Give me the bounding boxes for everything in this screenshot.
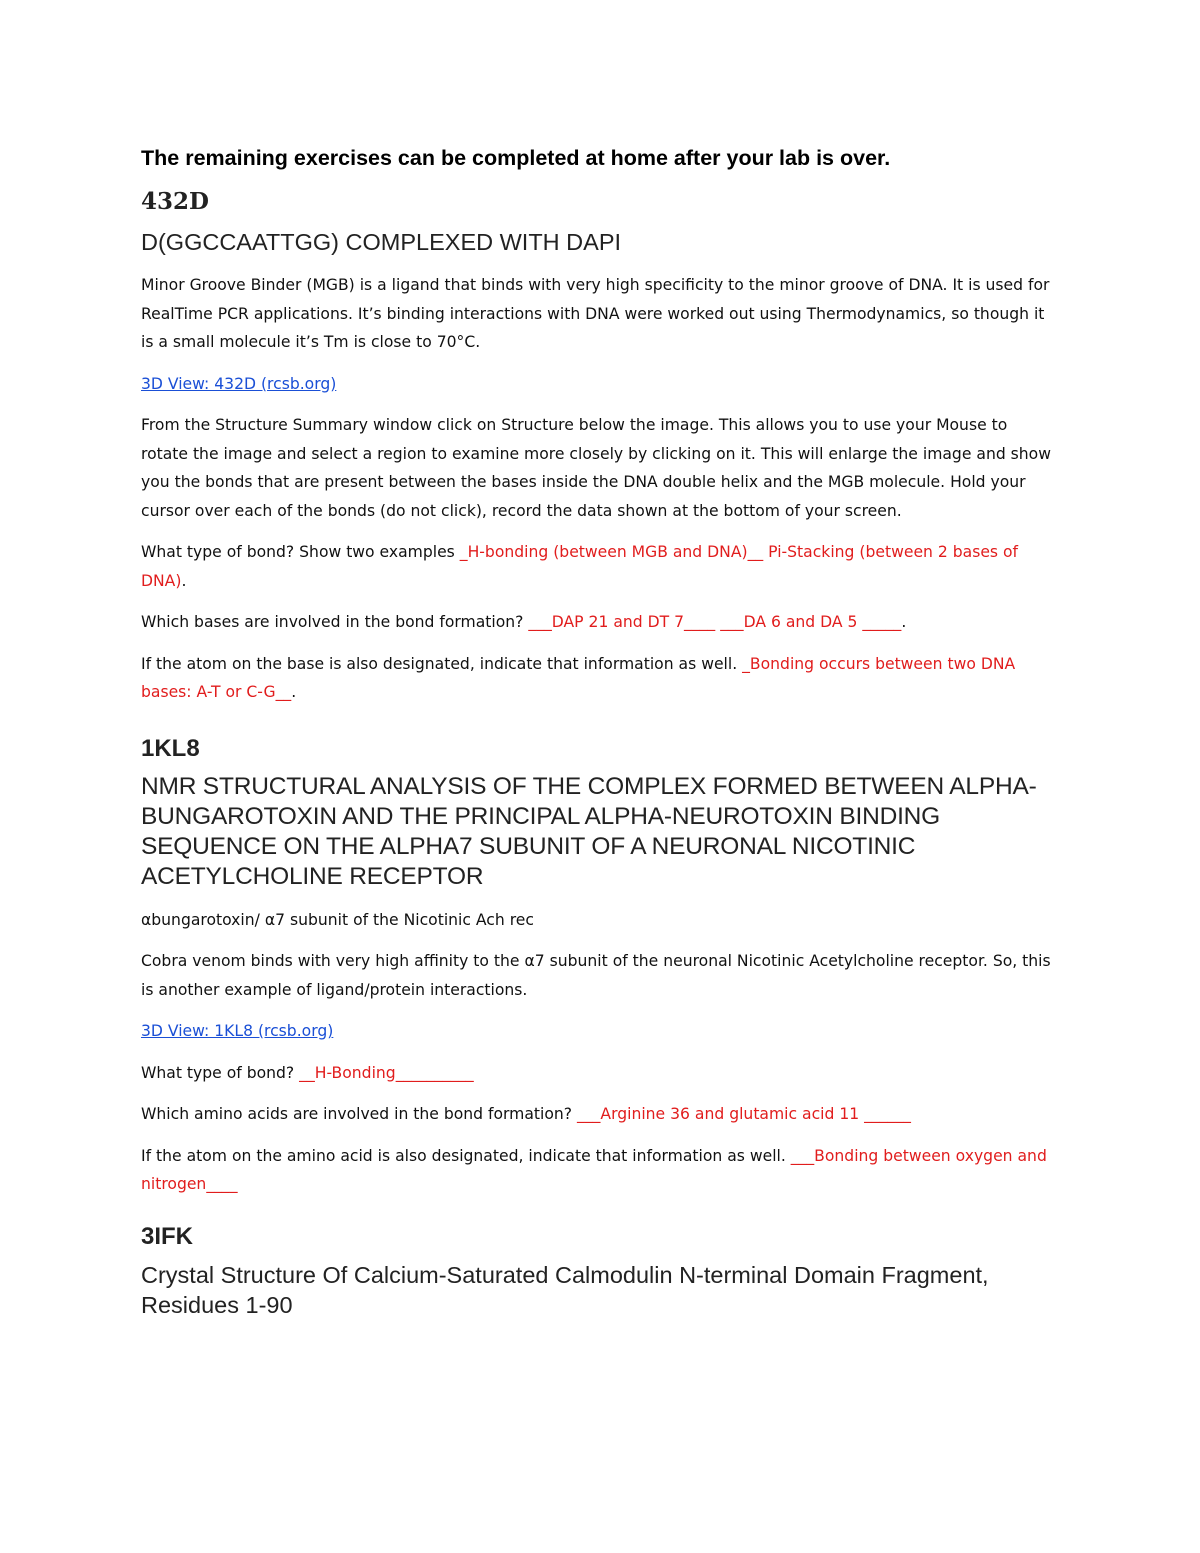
question-text: If the atom on the amino acid is also designated, indicate that information as well. — [141, 1146, 791, 1165]
answer-text: ___Arginine 36 and glutamic acid 11 ______ — [577, 1105, 911, 1123]
pdb-title: D(GGCCAATTGG) COMPLEXED WITH DAPI — [141, 229, 622, 255]
answer-text: __H-Bonding__________ — [299, 1063, 474, 1082]
intro-heading: The remaining exercises can be completed at home after your lab is over. — [141, 146, 891, 170]
question-bases — [141, 608, 1056, 637]
3d-view-link[interactable]: 3D View: 432D (rcsb.org) — [141, 374, 337, 393]
pdb-title: Crystal Structure Of Calcium-Saturated Calmodulin N-terminal Domain Fragment, Residues 1-90 — [141, 1261, 989, 1318]
description-paragraph: Cobra venom binds with very high affinity to the α7 subunit of the neuronal Nicotinic Acetylcholine receptor. So, this is another example of ligand/protein interactions. — [141, 952, 1051, 999]
question-text: If the atom on the base is also designated, indicate that information as well. — [141, 654, 743, 673]
question-tail: . — [291, 683, 297, 701]
question-text: Which bases are involved in the bond formation? — [141, 613, 529, 631]
section-1kl8 — [141, 734, 1056, 1199]
subtitle-paragraph: αbungarotoxin/ α7 subunit of the Nicotinic Ach rec — [141, 910, 534, 929]
3d-view-link[interactable]: 3D View: 1KL8 (rcsb.org) — [141, 1022, 334, 1040]
question-atom — [141, 1142, 1056, 1199]
section-3ifk — [141, 1222, 1056, 1320]
question-text: Which amino acids are involved in the bond formation? — [141, 1105, 578, 1123]
instructions-paragraph: From the Structure Summary window click on Structure below the image. This allows you to use your Mouse to rotate the image and select a region to examine more closely by clicking on it. This will enlarge the image and show you the bonds that are present between the bases inside the DNA double helix and the MGB molecule. Hold your cursor over each of the bonds (do not click), record the data shown at the bottom of your screen. — [141, 416, 1051, 520]
pdb-id: 3IFK — [141, 1222, 194, 1250]
question-bond-type — [141, 1059, 1056, 1088]
question-text: What type of bond? Show two examples — [141, 543, 460, 561]
spacer — [141, 1212, 1056, 1222]
link-paragraph — [141, 370, 1056, 399]
link-paragraph — [141, 1017, 1056, 1046]
document-body — [141, 143, 1056, 1334]
question-text: What type of bond? — [141, 1063, 300, 1082]
answer-text: ___DAP 21 and DT 7____ ___DA 6 and DA 5 _____ — [528, 613, 902, 631]
question-amino-acids — [141, 1100, 1056, 1129]
pdb-id: 1KL8 — [141, 734, 200, 762]
question-atom — [141, 650, 1056, 707]
question-bond-type — [141, 538, 1056, 595]
pdb-title: NMR STRUCTURAL ANALYSIS OF THE COMPLEX FORMED BETWEEN ALPHA-BUNGAROTOXIN AND THE PRINCIPAL ALPHA-NEUROTOXIN BINDING SEQUENCE ON THE ALPHA7 SUBUNIT OF A NEURONAL NICOTINIC ACETYLCHOLINE RECEPTOR — [141, 772, 1037, 890]
answer-text: ___Bonding between oxygen and nitrogen____ — [141, 1146, 1047, 1193]
answer-text: _Bonding occurs between two DNA bases: A-T or C-G__ — [141, 654, 1016, 701]
question-tail: . — [181, 571, 187, 590]
spacer — [141, 720, 1056, 734]
section-432d — [141, 187, 1056, 707]
description-paragraph: Minor Groove Binder (MGB) is a ligand that binds with very high specificity to the minor groove of DNA. It is used for RealTime PCR applications. It’s binding interactions with DNA were worked out using Thermodynamics, so though it is a small molecule it’s Tm is close to 70°C. — [141, 276, 1050, 351]
pdb-id: 432D — [141, 188, 209, 215]
question-tail: . — [901, 613, 907, 631]
answer-text: _H-bonding (between MGB and DNA)__ Pi-Stacking (between 2 bases of DNA) — [141, 543, 1019, 590]
